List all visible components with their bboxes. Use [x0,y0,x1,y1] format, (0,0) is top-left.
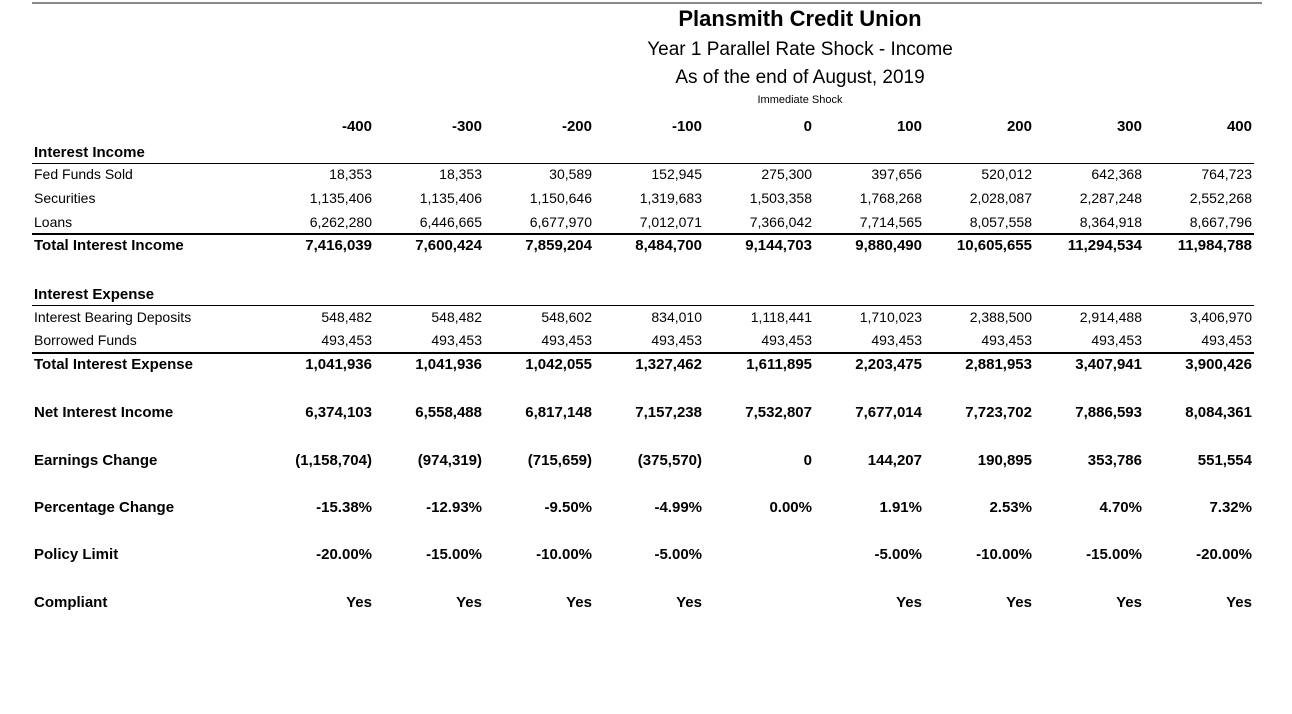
shock-type: Immediate Shock [757,94,843,106]
table-cell: 2,028,087 [969,190,1032,206]
row-label: Fed Funds Sold [34,166,133,182]
table-cell: 493,453 [651,332,702,348]
table-cell: 551,554 [1197,452,1252,469]
column-header-label: 0 [803,118,812,135]
table-cell: 1,768,268 [859,190,922,206]
row-label: Policy Limit [34,546,119,563]
table-cell: 7,532,807 [745,404,812,421]
column-header-label: 400 [1226,118,1252,135]
column-header [712,118,812,138]
table-cell: 493,453 [431,332,482,348]
table-cell: -5.00% [654,546,702,563]
table-cell: 0.00% [769,499,812,516]
table-cell: 2,881,953 [965,356,1032,373]
table-cell: 493,453 [321,332,372,348]
table-cell: 6,558,488 [415,404,482,421]
table-cell: 7,677,014 [855,404,922,421]
row-label: Percentage Change [34,499,175,516]
table-cell: 30,589 [549,166,592,182]
column-header-label: -100 [671,118,702,135]
column-header-label: 100 [896,118,922,135]
row-label: Securities [34,190,96,206]
row-label: Total Interest Income [34,237,184,254]
row-label: Loans [34,214,73,230]
row-label: Compliant [34,594,108,611]
table-cell: 2,203,475 [855,356,922,373]
table-cell: Yes [456,594,482,611]
table-cell: 7,886,593 [1075,404,1142,421]
table-cell: -20.00% [316,546,372,563]
table-cell: 9,144,703 [745,237,812,254]
table-cell: 0 [803,452,812,469]
row-label: Earnings Change [34,452,158,469]
table-cell: Yes [1116,594,1142,611]
row-label: Interest Bearing Deposits [34,309,192,325]
table-cell: 397,656 [871,166,922,182]
top-rule [32,2,1262,4]
table-cell: 1,150,646 [529,190,592,206]
table-cell: 6,817,148 [525,404,592,421]
table-cell: Yes [566,594,592,611]
table-cell: 7,714,565 [859,214,922,230]
section-label: Interest Expense [34,286,155,303]
table-cell: 548,482 [431,309,482,325]
table-cell: -10.00% [976,546,1032,563]
table-cell: 18,353 [439,166,482,182]
column-header-label: 300 [1116,118,1142,135]
column-header-label: -300 [451,118,482,135]
table-cell: 1,135,406 [309,190,372,206]
table-cell: 834,010 [651,309,702,325]
table-cell: 1,503,358 [749,190,812,206]
table-cell: 1,319,683 [639,190,702,206]
table-cell: 3,407,941 [1075,356,1142,373]
table-cell: -15.00% [1086,546,1142,563]
table-cell: 2,287,248 [1079,190,1142,206]
table-cell: 10,605,655 [956,237,1032,254]
table-cell: 152,945 [651,166,702,182]
table-cell: 190,895 [977,452,1032,469]
table-cell: 642,368 [1091,166,1142,182]
table-cell: 1,135,406 [419,190,482,206]
report-title: Plansmith Credit Union [678,6,922,31]
table-cell: 7,723,702 [965,404,1032,421]
table-cell: 7,012,071 [639,214,702,230]
table-rule [32,305,1254,306]
table-rule [32,163,1254,164]
table-cell: 548,482 [321,309,372,325]
column-header [1042,118,1142,138]
table-cell: 764,723 [1201,166,1252,182]
column-header [1152,118,1252,138]
table-cell: 7,157,238 [635,404,702,421]
table-cell: Yes [1006,594,1032,611]
table-cell: (715,659) [527,452,592,469]
table-cell: 2,388,500 [969,309,1032,325]
table-cell: -12.93% [426,499,482,516]
column-header [602,118,702,138]
table-cell: -4.99% [654,499,702,516]
row-label: Total Interest Expense [34,356,193,373]
table-cell: -9.50% [544,499,592,516]
table-cell: -5.00% [874,546,922,563]
table-cell: 8,667,796 [1189,214,1252,230]
table-cell: 1,710,023 [859,309,922,325]
table-cell: 4.70% [1099,499,1142,516]
table-cell: Yes [346,594,372,611]
table-cell: Yes [896,594,922,611]
table-cell: 6,446,665 [419,214,482,230]
table-cell: 1,611,895 [746,356,812,373]
table-cell: 2.53% [989,499,1032,516]
table-cell: 493,453 [541,332,592,348]
row-label: Net Interest Income [34,404,174,421]
table-cell: 9,880,490 [855,237,922,254]
table-cell: 7.32% [1209,499,1252,516]
report-as-of-date: As of the end of August, 2019 [675,67,925,88]
column-header [492,118,592,138]
table-cell: -15.38% [316,499,372,516]
table-cell: 6,677,970 [529,214,592,230]
table-cell: 8,057,558 [969,214,1032,230]
table-cell: 1,041,936 [415,356,482,373]
table-rule [32,352,1254,354]
table-cell: 493,453 [761,332,812,348]
table-cell: 493,453 [871,332,922,348]
table-cell: 7,600,424 [415,237,482,254]
table-cell: 3,406,970 [1189,309,1252,325]
table-cell: 1.91% [879,499,922,516]
column-header [822,118,922,138]
table-cell: 2,552,268 [1189,190,1252,206]
table-cell: 18,353 [329,166,372,182]
table-cell: 493,453 [981,332,1032,348]
table-cell: 520,012 [981,166,1032,182]
table-rule [32,233,1254,235]
column-header [932,118,1032,138]
column-header [272,118,372,138]
table-cell: (974,319) [417,452,482,469]
table-cell: -15.00% [426,546,482,563]
table-cell: Yes [1226,594,1252,611]
column-header-label: 200 [1006,118,1032,135]
section-label: Interest Income [34,144,145,161]
table-cell: (375,570) [637,452,702,469]
table-cell: 6,374,103 [305,404,372,421]
table-cell: 548,602 [541,309,592,325]
table-cell: 2,914,488 [1079,309,1142,325]
table-cell: 1,118,441 [750,309,812,325]
table-cell: 8,364,918 [1079,214,1142,230]
table-cell: 493,453 [1091,332,1142,348]
table-cell: -20.00% [1196,546,1252,563]
table-cell: 8,084,361 [1185,404,1252,421]
table-cell: 6,262,280 [309,214,372,230]
report-subtitle: Year 1 Parallel Rate Shock - Income [647,39,953,60]
table-cell: 275,300 [761,166,812,182]
table-cell: 7,416,039 [305,237,372,254]
table-cell: 493,453 [1201,332,1252,348]
table-cell: 7,366,042 [749,214,812,230]
table-cell: 144,207 [867,452,922,469]
table-cell: Yes [676,594,702,611]
table-cell: 11,294,534 [1067,237,1142,254]
table-cell: 7,859,204 [525,237,592,254]
column-header-label: -200 [561,118,592,135]
table-cell: (1,158,704) [295,452,372,469]
table-cell: 353,786 [1087,452,1142,469]
table-cell: 3,900,426 [1185,356,1252,373]
table-cell: 1,327,462 [635,356,702,373]
table-cell: 1,042,055 [525,356,592,373]
table-cell: 11,984,788 [1177,237,1252,254]
row-label: Borrowed Funds [34,332,137,348]
table-cell: -10.00% [536,546,592,563]
column-header [382,118,482,138]
table-cell: 8,484,700 [635,237,702,254]
table-cell: 1,041,936 [305,356,372,373]
column-header-label: -400 [341,118,372,135]
